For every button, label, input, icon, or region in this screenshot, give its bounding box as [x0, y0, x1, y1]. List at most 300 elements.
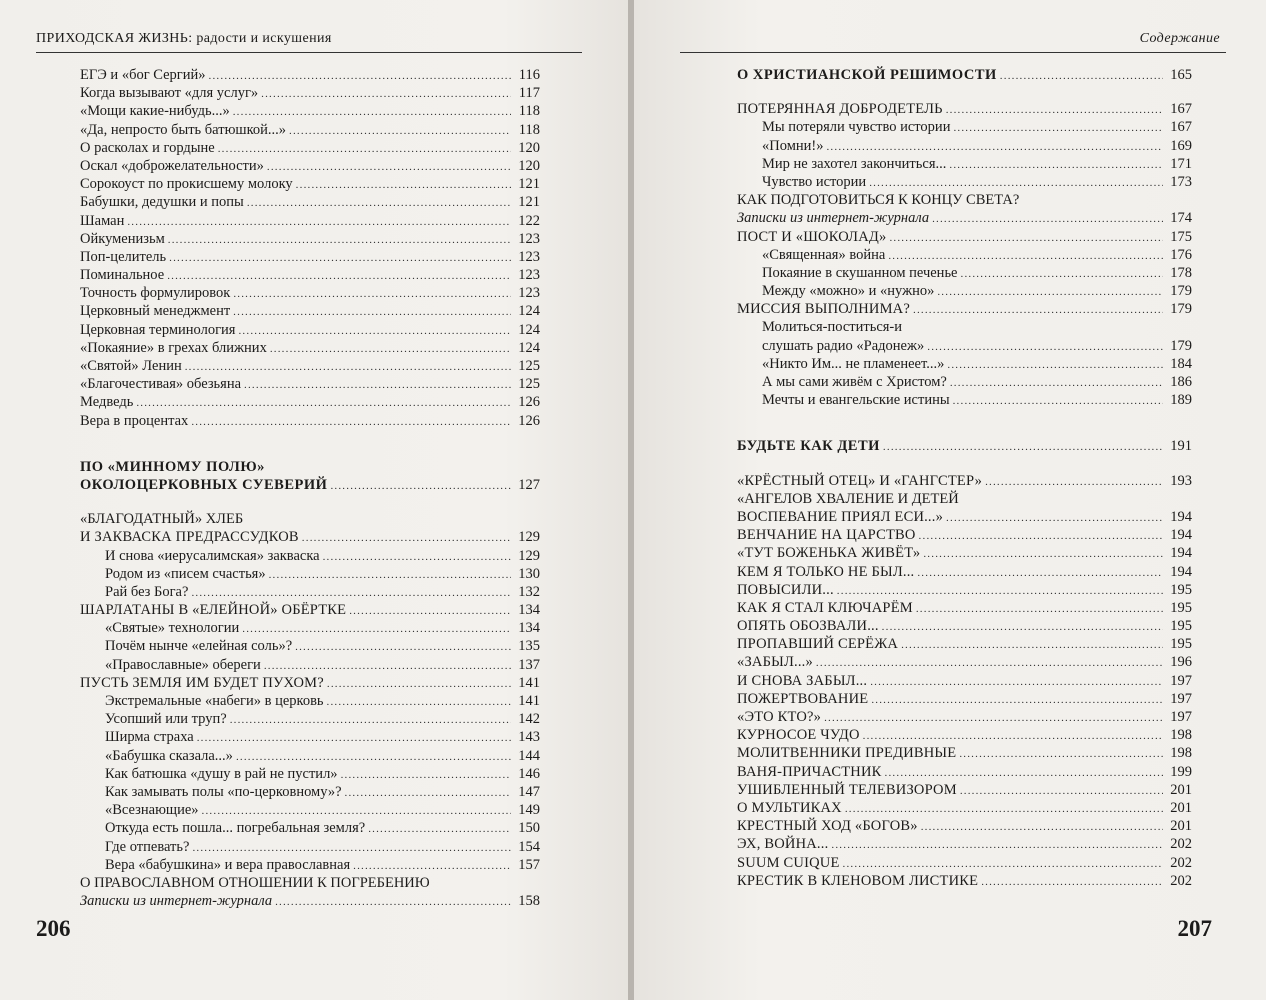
- toc-group: [737, 337, 1192, 410]
- entry-page: 126: [518, 394, 540, 411]
- dot-leader: [236, 748, 511, 766]
- toc-entry[interactable]: [737, 526, 1192, 544]
- toc-entry[interactable]: [737, 100, 1192, 118]
- toc-entry[interactable]: [80, 157, 540, 175]
- entry-title: ОПЯТЬ ОБОЗВАЛИ...: [737, 618, 879, 635]
- entry-page: 123: [518, 248, 540, 265]
- entry-title: Покаяние в скушанном печенье: [762, 264, 958, 281]
- dot-leader: [191, 413, 511, 431]
- entry-page: 171: [1170, 155, 1192, 172]
- entry-title: «Благочестивая» обезьяна: [80, 376, 242, 393]
- entry-page: 179: [1170, 283, 1192, 300]
- entry-title: Мы потеряли чувство истории: [762, 119, 951, 136]
- entry-title: «Покаяние» в грехах ближних: [80, 339, 267, 356]
- toc-entry[interactable]: [737, 355, 1192, 373]
- entry-title: КУРНОСОЕ ЧУДО: [737, 727, 860, 744]
- entry-page: 125: [518, 376, 540, 393]
- entry-title: «Мощи какие-нибудь...»: [80, 103, 230, 120]
- toc-entry[interactable]: [737, 726, 1192, 744]
- entry-title: Мечты и евангельские истины: [762, 392, 950, 409]
- dot-leader: [269, 566, 511, 584]
- entry-page: 143: [518, 729, 540, 746]
- toc-entry[interactable]: [80, 412, 540, 430]
- entry-title: Между «можно» и «нужно»: [762, 283, 935, 300]
- entry-page: 129: [518, 547, 540, 564]
- dot-leader: [327, 675, 511, 693]
- toc-entry[interactable]: [80, 856, 540, 874]
- entry-title: ПУСТЬ ЗЕМЛЯ ИМ БУДЕТ ПУХОМ?: [80, 674, 324, 691]
- entry-page: 125: [518, 358, 540, 374]
- entry-page: 174: [1170, 210, 1192, 227]
- toc-entry[interactable]: [737, 209, 1192, 227]
- entry-title: Ойкуменизьм: [80, 230, 165, 247]
- toc-entry[interactable]: [80, 248, 540, 266]
- entry-title: Поп-целитель: [80, 248, 167, 265]
- entry-page: 141: [518, 674, 540, 691]
- toc-entry[interactable]: [80, 302, 540, 320]
- dot-leader: [209, 67, 511, 85]
- dot-leader: [327, 693, 511, 711]
- entry-page: 195: [1170, 618, 1192, 635]
- toc-entry[interactable]: [80, 357, 540, 375]
- entry-page: 120: [518, 139, 540, 156]
- dot-leader: [826, 138, 1163, 156]
- running-head-left: ПРИХОДСКАЯ ЖИЗНЬ: радости и искушения: [36, 31, 332, 46]
- toc-entry[interactable]: [80, 66, 540, 84]
- toc-entry[interactable]: [80, 266, 540, 284]
- toc-entry[interactable]: [80, 838, 540, 856]
- entry-title: «Всезнающие»: [105, 802, 199, 819]
- entry-page: 202: [1170, 854, 1192, 871]
- header-rule-right: [680, 52, 1226, 53]
- entry-title: ШАРЛАТАНЫ В «ЕЛЕЙНОЙ» ОБЁРТКЕ: [80, 602, 347, 619]
- entry-title: МИССИЯ ВЫПОЛНИМА?: [737, 301, 910, 318]
- dot-leader: [927, 338, 1163, 356]
- dot-leader: [947, 356, 1163, 374]
- spacer: [737, 409, 1192, 437]
- entry-page: 191: [1170, 438, 1192, 455]
- entry-page: 189: [1170, 392, 1192, 409]
- toc-entry[interactable]: [737, 282, 1192, 300]
- entry-title: КРЕСТНЫЙ ХОД «БОГОВ»: [737, 818, 918, 835]
- dot-leader: [953, 392, 1163, 410]
- toc-entry[interactable]: [737, 118, 1192, 136]
- toc-left: [80, 66, 540, 910]
- entry-page: 124: [518, 321, 540, 338]
- toc-entry[interactable]: [737, 690, 1192, 708]
- entry-title: «Да, непросто быть батюшкой...»: [80, 121, 287, 138]
- toc-entry[interactable]: [80, 193, 540, 211]
- dot-leader: [230, 711, 511, 729]
- toc-entry[interactable]: [737, 854, 1192, 872]
- dot-leader: [168, 231, 511, 249]
- entry-page: 179: [1170, 337, 1192, 354]
- dot-leader: [888, 247, 1163, 265]
- entry-title: КРЕСТИК В КЛЕНОВОМ ЛИСТИКЕ: [737, 872, 979, 889]
- toc-entry[interactable]: [80, 139, 540, 157]
- entry-page: 173: [1170, 173, 1192, 190]
- entry-page: 118: [518, 103, 540, 120]
- entry-page: 149: [518, 802, 540, 819]
- dot-leader: [882, 618, 1163, 636]
- dot-leader: [349, 602, 511, 620]
- toc-entry[interactable]: [80, 175, 540, 193]
- entry-title: УШИБЛЕННЫЙ ТЕЛЕВИЗОРОМ: [737, 781, 957, 798]
- entry-title: ВЕНЧАНИЕ НА ЦАРСТВО: [737, 527, 916, 544]
- entry-title: Мир не захотел закончиться...: [762, 155, 947, 172]
- entry-title: «Святой» Ленин: [80, 358, 182, 374]
- entry-title: И снова «иерусалимская» закваска: [105, 547, 320, 564]
- entry-title: Где отпевать?: [105, 838, 190, 855]
- toc-group: [737, 508, 1192, 890]
- entry-page: 167: [1170, 101, 1192, 118]
- entry-title: ПОСТ И «ШОКОЛАД»: [737, 228, 887, 245]
- entry-page: 167: [1170, 119, 1192, 136]
- toc-entry[interactable]: [80, 528, 540, 546]
- entry-page: 202: [1170, 836, 1192, 853]
- spacer: [80, 430, 540, 458]
- dot-leader: [889, 229, 1163, 247]
- entry-page: 142: [518, 711, 540, 728]
- dot-leader: [302, 529, 511, 547]
- entry-title: «КРЁСТНЫЙ ОТЕЦ» И «ГАНГСТЕР»: [737, 472, 983, 489]
- entry-page: 135: [518, 638, 540, 655]
- toc-entry[interactable]: [737, 617, 1192, 635]
- dot-leader: [919, 527, 1163, 545]
- entry-page: 201: [1170, 799, 1192, 816]
- spacer: [737, 84, 1192, 100]
- entry-page: 175: [1170, 228, 1192, 245]
- toc-entry[interactable]: [737, 635, 1192, 653]
- dot-leader: [247, 194, 511, 212]
- entry-title: Откуда есть пошла... погребальная земля?: [105, 820, 366, 837]
- dot-leader: [264, 657, 511, 675]
- toc-entry[interactable]: [737, 391, 1192, 409]
- toc-entry[interactable]: [80, 601, 540, 619]
- entry-title: МОЛИТВЕННИКИ ПРЕДИВНЫЕ: [737, 745, 957, 762]
- entry-page: 165: [1170, 67, 1192, 83]
- toc-entry[interactable]: [80, 656, 540, 674]
- dot-leader: [353, 857, 511, 875]
- entry-title: «Православные» обереги: [105, 656, 261, 673]
- toc-entry[interactable]: [80, 783, 540, 801]
- entry-title: ОКОЛОЦЕРКОВНЫХ СУЕВЕРИЙ: [80, 476, 328, 493]
- entry-page: 150: [518, 820, 540, 837]
- toc-entry[interactable]: [80, 819, 540, 837]
- entry-title: Экстремальные «набеги» в церковь: [105, 693, 324, 709]
- toc-entry[interactable]: [80, 84, 540, 102]
- entry-page: 195: [1170, 636, 1192, 653]
- toc-entry[interactable]: [80, 583, 540, 601]
- dot-leader: [244, 376, 511, 394]
- toc-entry[interactable]: [737, 817, 1192, 835]
- entry-page: 194: [1170, 508, 1192, 525]
- toc-entry[interactable]: [737, 563, 1192, 581]
- dot-leader: [218, 140, 511, 158]
- toc-entry[interactable]: [737, 337, 1192, 355]
- dot-leader: [242, 620, 511, 638]
- toc-group: [737, 472, 1192, 490]
- entry-page: 129: [518, 529, 540, 546]
- entry-page: 169: [1170, 137, 1192, 154]
- toc-entry[interactable]: [80, 321, 540, 339]
- entry-page: 147: [518, 783, 540, 800]
- dot-leader: [981, 873, 1163, 891]
- entry-page: 121: [518, 176, 540, 193]
- dot-leader: [949, 156, 1163, 174]
- entry-title: Шаман: [80, 212, 125, 229]
- dot-leader: [197, 729, 511, 747]
- entry-title: КАК Я СТАЛ КЛЮЧАРЁМ: [737, 599, 913, 616]
- entry-page: 120: [518, 157, 540, 174]
- toc-entry[interactable]: [737, 672, 1192, 690]
- entry-page: 194: [1170, 545, 1192, 562]
- entry-page: 198: [1170, 727, 1192, 744]
- toc-entry[interactable]: [80, 692, 540, 710]
- toc-entry[interactable]: [80, 765, 540, 783]
- entry-page: 195: [1170, 581, 1192, 598]
- dot-leader: [916, 600, 1163, 618]
- dot-leader: [923, 545, 1163, 563]
- dot-leader: [901, 636, 1163, 654]
- dot-leader: [127, 213, 511, 231]
- entry-page: 116: [518, 67, 540, 83]
- dot-leader: [261, 85, 511, 103]
- dot-leader: [345, 784, 511, 802]
- toc-entry[interactable]: [80, 565, 540, 583]
- toc-entry[interactable]: [737, 763, 1192, 781]
- entry-page: 122: [518, 212, 540, 229]
- entry-title: Как замывать полы «по-церковному»?: [105, 783, 342, 800]
- dot-leader: [169, 249, 511, 267]
- toc-entry[interactable]: [80, 728, 540, 746]
- toc-entry[interactable]: [737, 835, 1192, 853]
- entry-title: Усопший или труп?: [105, 711, 227, 728]
- entry-page: 121: [518, 194, 540, 211]
- entry-title: Вера «бабушкина» и вера православная: [105, 856, 351, 873]
- dot-leader: [824, 709, 1163, 727]
- toc-entry[interactable]: [80, 121, 540, 139]
- dot-leader: [959, 745, 1163, 763]
- chapter-heading-line: «АНГЕЛОВ ХВАЛЕНИЕ И ДЕТЕЙ: [737, 490, 959, 507]
- toc-entry[interactable]: [80, 547, 540, 565]
- entry-title: Записки из интернет-журнала: [80, 893, 273, 910]
- dot-leader: [167, 267, 511, 285]
- toc-entry[interactable]: [737, 228, 1192, 246]
- toc-entry[interactable]: [80, 619, 540, 637]
- toc-entry[interactable]: [737, 508, 1192, 526]
- entry-page: 144: [518, 747, 540, 764]
- entry-page: 193: [1170, 472, 1192, 489]
- dot-leader: [946, 509, 1163, 527]
- dot-leader: [330, 477, 511, 495]
- toc-entry[interactable]: [737, 155, 1192, 173]
- section-entry[interactable]: [737, 66, 1192, 84]
- toc-entry[interactable]: [80, 747, 540, 765]
- entry-page: 197: [1170, 690, 1192, 707]
- entry-page: 186: [1170, 374, 1192, 390]
- dot-leader: [843, 855, 1164, 873]
- toc-entry[interactable]: [80, 284, 540, 302]
- entry-title: Бабушки, дедушки и попы: [80, 194, 244, 211]
- right-page: [634, 0, 1266, 1000]
- entry-title: SUUM CUIQUE: [737, 854, 840, 871]
- toc-entry[interactable]: [737, 599, 1192, 617]
- dot-leader: [871, 691, 1163, 709]
- entry-page: 146: [518, 765, 540, 782]
- entry-page: 141: [518, 693, 540, 709]
- toc-entry[interactable]: [737, 246, 1192, 264]
- dot-leader: [368, 820, 511, 838]
- entry-title: О расколах и гордыне: [80, 139, 215, 156]
- dot-leader: [202, 802, 511, 820]
- section-heading-line: ПО «МИННОМУ ПОЛЮ»: [80, 458, 265, 475]
- entry-title: А мы сами живём с Христом?: [762, 374, 947, 390]
- toc-group: [737, 100, 1192, 191]
- toc-entry[interactable]: [80, 674, 540, 692]
- entry-page: 176: [1170, 246, 1192, 263]
- toc-right: [737, 66, 1192, 890]
- dot-leader: [932, 210, 1163, 228]
- entry-page: 184: [1170, 355, 1192, 372]
- toc-entry[interactable]: [737, 300, 1192, 318]
- entry-page: 123: [518, 267, 540, 284]
- entry-page: 196: [1170, 654, 1192, 671]
- header-rule-left: [36, 52, 582, 53]
- entry-title: «Бабушка сказала...»: [105, 747, 233, 764]
- entry-title: ВАНЯ-ПРИЧАСТНИК: [737, 763, 882, 780]
- entry-title: «Святые» технологии: [105, 620, 240, 637]
- entry-page: 157: [518, 856, 540, 873]
- toc-entry[interactable]: [80, 212, 540, 230]
- entry-page: 123: [518, 285, 540, 302]
- dot-leader: [185, 358, 511, 376]
- entry-title: Почём нынче «елейная соль»?: [105, 638, 293, 655]
- toc-entry[interactable]: [737, 744, 1192, 762]
- page-number-left: 206: [36, 916, 71, 941]
- dot-leader: [816, 654, 1163, 672]
- entry-page: 127: [518, 476, 540, 493]
- toc-entry[interactable]: [737, 173, 1192, 191]
- entry-title: «Помни!»: [762, 137, 824, 154]
- entry-page: 202: [1170, 872, 1192, 889]
- toc-entry[interactable]: [80, 637, 540, 655]
- entry-page: 117: [518, 85, 540, 102]
- entry-title: И СНОВА ЗАБЫЛ...: [737, 672, 868, 689]
- entry-page: 199: [1170, 763, 1192, 780]
- entry-page: 154: [518, 838, 540, 855]
- entry-title: Оскал «доброжелательности»: [80, 157, 264, 174]
- entry-page: 178: [1170, 264, 1192, 281]
- entry-title: слушать радио «Радонеж»: [762, 337, 925, 354]
- dot-leader: [921, 818, 1163, 836]
- chapter-heading-line: «БЛАГОДАТНЫЙ» ХЛЕБ: [80, 511, 244, 528]
- entry-title: Записки из интернет-журнала: [737, 210, 930, 227]
- entry-title: ПОВЫСИЛИ...: [737, 581, 834, 598]
- dot-leader: [275, 893, 511, 911]
- entry-page: 194: [1170, 563, 1192, 580]
- dot-leader: [953, 119, 1163, 137]
- entry-title: О ХРИСТИАНСКОЙ РЕШИМОСТИ: [737, 67, 997, 83]
- toc-entry[interactable]: [737, 137, 1192, 155]
- dot-leader: [845, 800, 1163, 818]
- dot-leader: [267, 158, 511, 176]
- toc-entry[interactable]: [737, 581, 1192, 599]
- dot-leader: [885, 764, 1163, 782]
- dot-leader: [946, 101, 1163, 119]
- toc-entry[interactable]: [737, 872, 1192, 890]
- dot-leader: [323, 548, 511, 566]
- entry-page: 194: [1170, 527, 1192, 544]
- toc-entry[interactable]: [737, 472, 1192, 490]
- entry-page: 137: [518, 656, 540, 673]
- spacer: [80, 494, 540, 510]
- toc-entry[interactable]: [80, 393, 540, 411]
- entry-title: ЕГЭ и «бог Сергий»: [80, 67, 206, 83]
- entry-title: «Священная» война: [762, 246, 886, 263]
- dot-leader: [289, 122, 511, 140]
- toc-entry[interactable]: [737, 373, 1192, 391]
- entry-page: 197: [1170, 672, 1192, 689]
- entry-title: ЭХ, ВОЙНА...: [737, 836, 829, 853]
- toc-entry[interactable]: [80, 801, 540, 819]
- toc-entry[interactable]: [80, 892, 540, 910]
- entry-page: 124: [518, 339, 540, 356]
- entry-page: 198: [1170, 745, 1192, 762]
- toc-entry[interactable]: [80, 339, 540, 357]
- dot-leader: [341, 766, 511, 784]
- toc-entry[interactable]: [80, 375, 540, 393]
- entry-title: Как батюшка «душу в рай не пустил»: [105, 765, 338, 782]
- entry-page: 124: [518, 303, 540, 320]
- entry-title: Когда вызывают «для услуг»: [80, 85, 259, 102]
- dot-leader: [238, 322, 511, 340]
- toc-entry[interactable]: [80, 102, 540, 120]
- toc-entry[interactable]: [80, 230, 540, 248]
- entry-title: Рай без Бога?: [105, 583, 189, 600]
- section-entry[interactable]: [80, 476, 540, 494]
- dot-leader: [960, 782, 1163, 800]
- section-entry[interactable]: [737, 437, 1192, 455]
- entry-title: Медведь: [80, 394, 134, 411]
- toc-entry[interactable]: [737, 708, 1192, 726]
- entry-page: 123: [518, 230, 540, 247]
- dot-leader: [233, 103, 511, 121]
- chapter-heading-line: О ПРАВОСЛАВНОМ ОТНОШЕНИИ К ПОГРЕБЕНИЮ: [80, 874, 430, 891]
- entry-title: Сорокоуст по прокисшему молоку: [80, 176, 293, 193]
- toc-entry[interactable]: [737, 799, 1192, 817]
- dot-leader: [192, 839, 511, 857]
- toc-entry[interactable]: [80, 710, 540, 728]
- entry-first-line: Молиться-поститься-и: [762, 319, 903, 336]
- entry-page: 179: [1170, 301, 1192, 318]
- dot-leader: [937, 283, 1163, 301]
- entry-title: «ТУТ БОЖЕНЬКА ЖИВЁТ»: [737, 545, 921, 562]
- entry-title: Церковная терминология: [80, 321, 236, 338]
- toc-entry[interactable]: [737, 653, 1192, 671]
- entry-title: «ЭТО КТО?»: [737, 709, 822, 725]
- dot-leader: [950, 374, 1163, 392]
- dot-leader: [837, 582, 1163, 600]
- dot-leader: [233, 303, 511, 321]
- toc-entry[interactable]: [737, 544, 1192, 562]
- toc-entry[interactable]: [737, 781, 1192, 799]
- dot-leader: [831, 836, 1163, 854]
- toc-entry[interactable]: [737, 264, 1192, 282]
- entry-title: И ЗАКВАСКА ПРЕДРАССУДКОВ: [80, 529, 299, 546]
- entry-page: 134: [518, 620, 540, 637]
- entry-title: Поминальное: [80, 267, 165, 284]
